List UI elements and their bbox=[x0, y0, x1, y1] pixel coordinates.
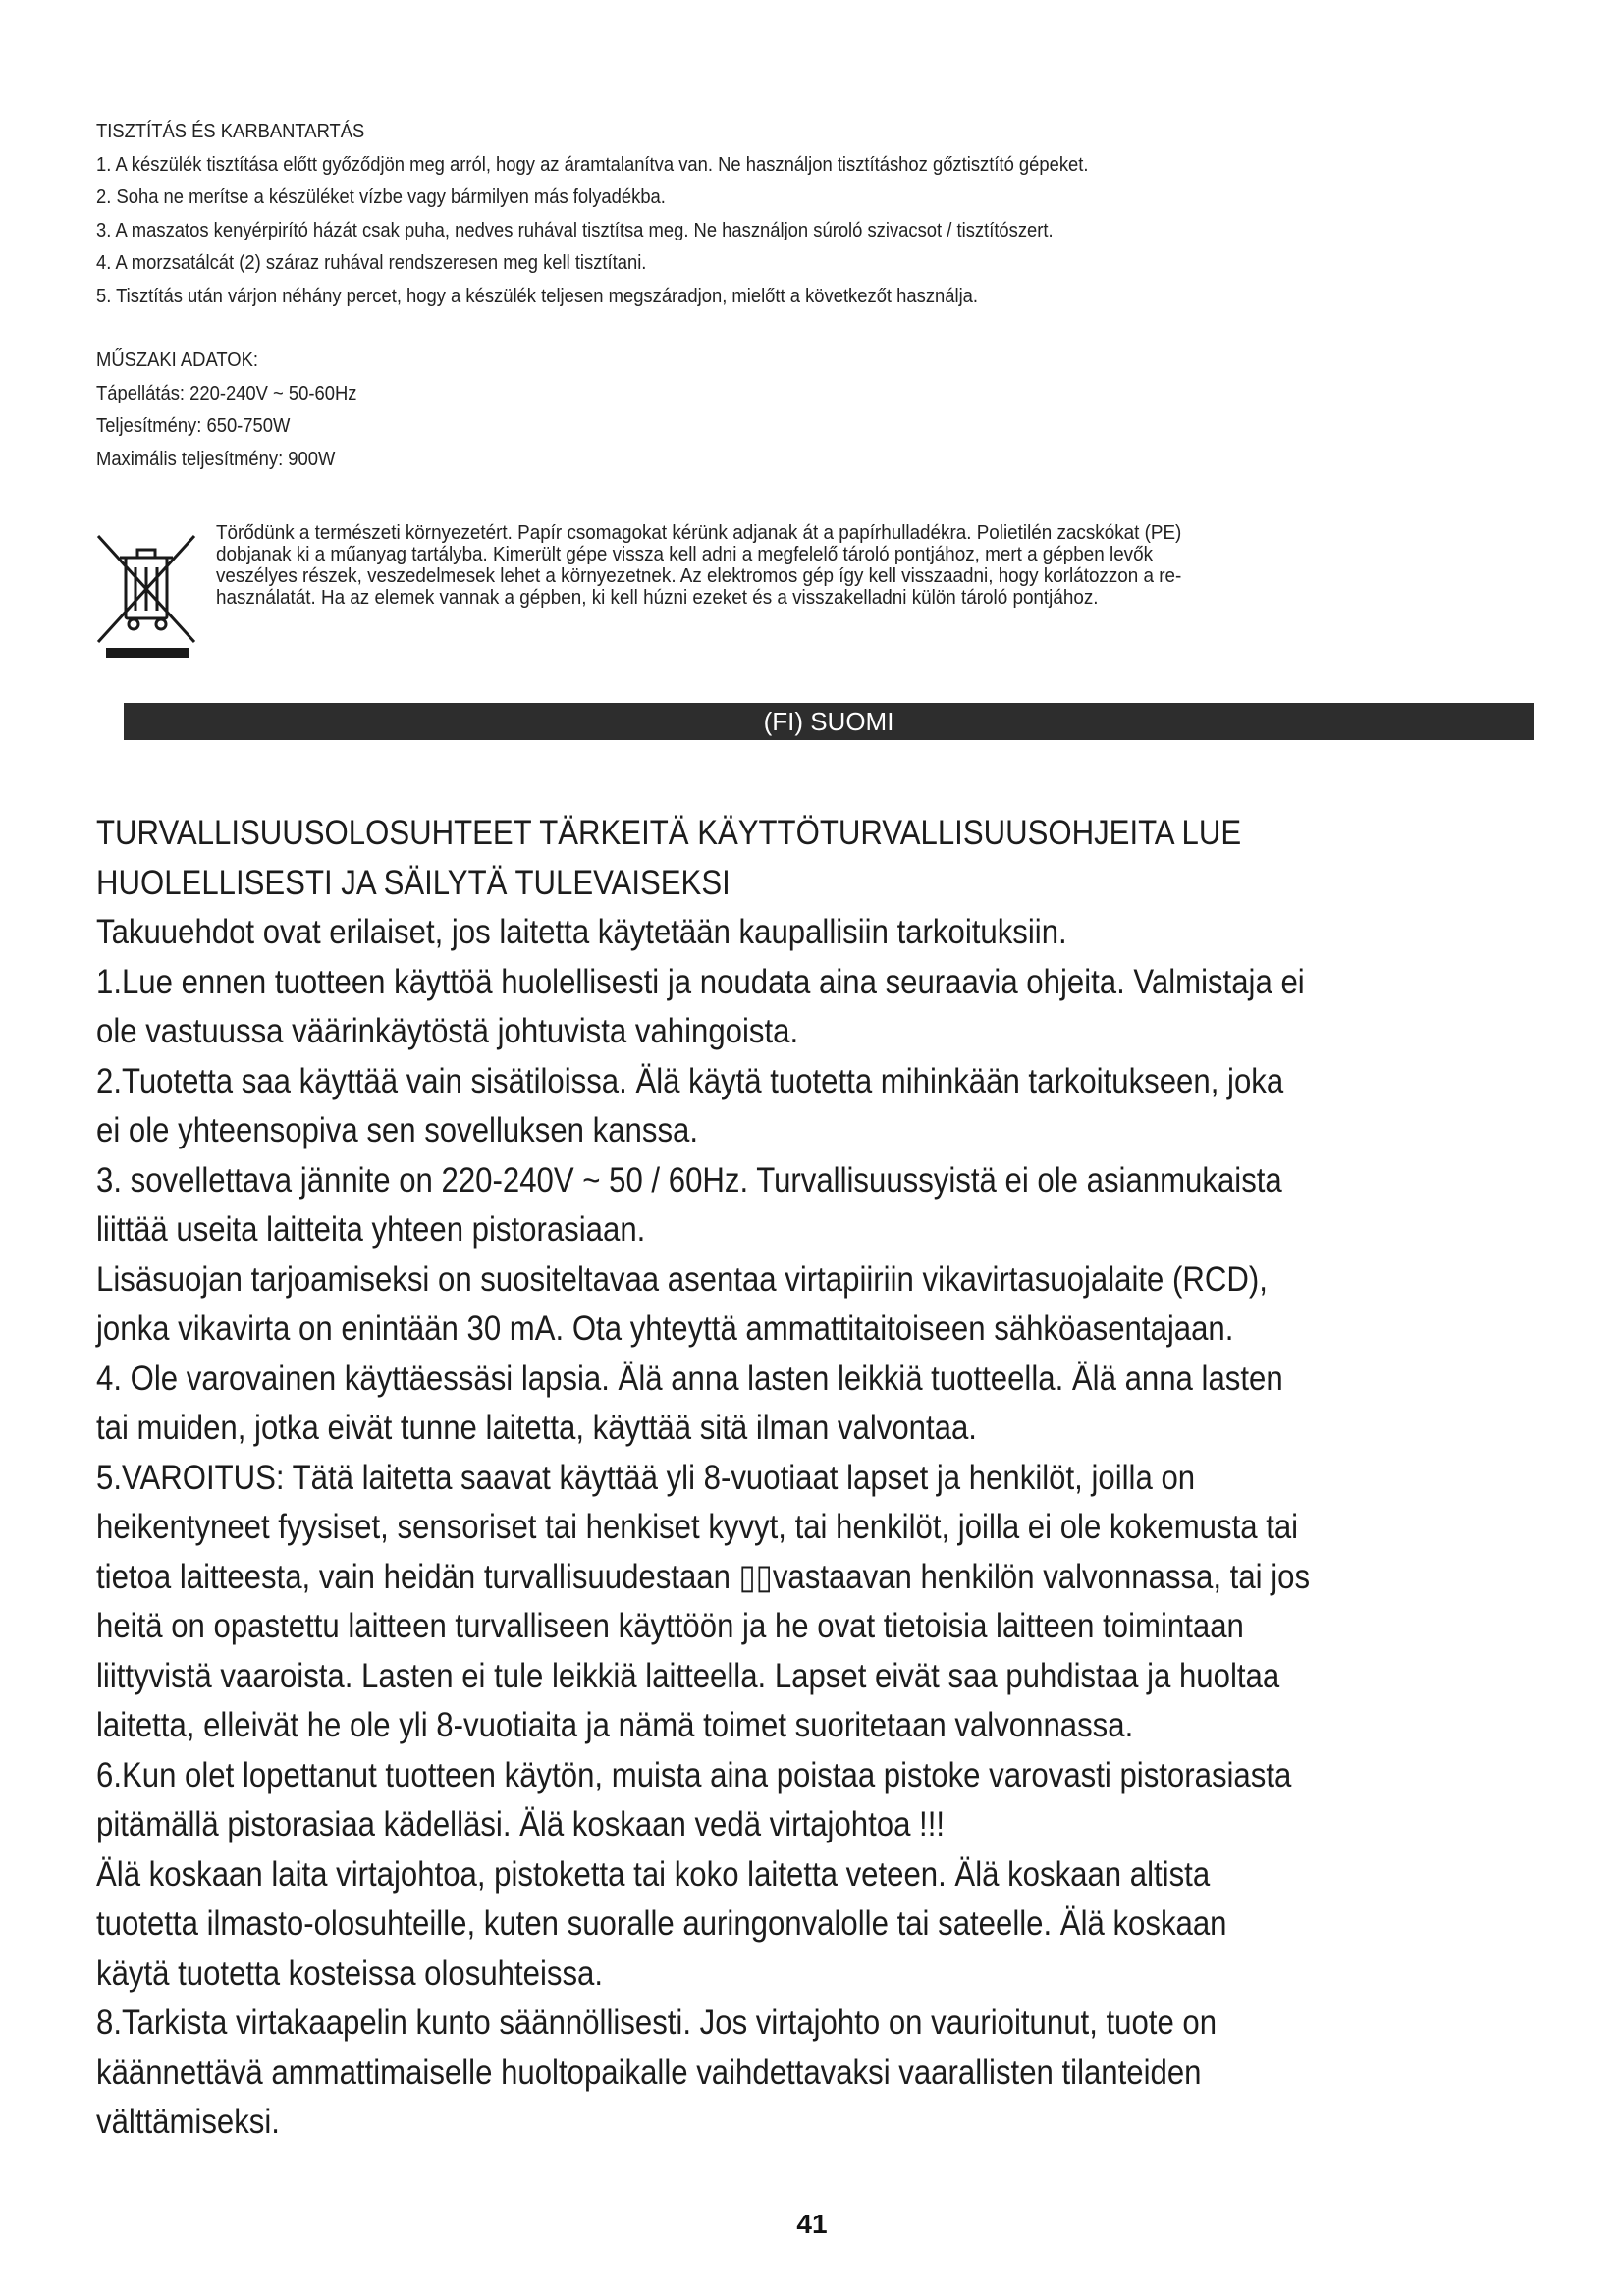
cleaning-title: TISZTÍTÁS ÉS KARBANTARTÁS bbox=[96, 121, 365, 142]
recycling-line: veszélyes részek, veszedelmesek lehet a környezetnek. Az elektromos gép így kell visszaadni, hogy korlátozzon a re- bbox=[216, 564, 1182, 587]
recycling-line: dobjanak ki a műanyag tartályba. Kimerült gépe vissza kell adni a megfelelő tároló pontjához, mert a gépben levők bbox=[216, 543, 1154, 565]
cleaning-item: 3. A maszatos kenyérpirító házát csak puha, nedves ruhával tisztítsa meg. Ne használjon súroló szivacsot / tisztítószert. bbox=[96, 219, 1054, 241]
recycling-notice bbox=[96, 522, 1530, 669]
crossed-out-wheelie-bin-icon bbox=[96, 532, 198, 660]
safety-text-line: liittää useita laitteita yhteen pistorasiaan. bbox=[96, 1210, 646, 1249]
safety-text-line: käytä tuotetta kosteissa olosuhteissa. bbox=[96, 1953, 604, 1993]
language-section-header: (FI) SUOMI bbox=[124, 703, 1534, 740]
safety-text-line: jonka vikavirta on enintään 30 mA. Ota yhteyttä ammattitaitoiseen sähköasentajaan. bbox=[96, 1309, 1234, 1348]
safety-heading: HUOLELLISESTI JA SÄILYTÄ TULEVAISEKSI bbox=[96, 863, 731, 902]
safety-text-line: 5.VAROITUS: Tätä laitetta saavat käyttää yli 8-vuotiaat lapset ja henkilöt, joilla on bbox=[96, 1458, 1196, 1497]
safety-text-line: ei ole yhteensopiva sen sovelluksen kanssa. bbox=[96, 1111, 699, 1149]
safety-text-line: 8.Tarkista virtakaapelin kunto säännöllisesti. Jos virtajohto on vaurioitunut, tuote on bbox=[96, 2003, 1218, 2042]
safety-text-line: Älä koskaan laita virtajohtoa, pistoketta tai koko laitetta veteen. Älä koskaan altista bbox=[96, 1854, 1211, 1894]
safety-text-line: tietoa laitteesta, vain heidän turvallisuudestaan ▯▯vastaavan henkilön valvonnassa, tai jos bbox=[96, 1557, 1311, 1596]
safety-text-line: 2.Tuotetta saa käyttää vain sisätiloissa. Älä käytä tuotetta mihinkään tarkoitukseen, joka bbox=[96, 1061, 1284, 1100]
safety-text-line: Takuuehdot ovat erilaiset, jos laitetta käytetään kaupallisiin tarkoituksiin. bbox=[96, 913, 1067, 951]
page-number: 41 bbox=[796, 2209, 828, 2239]
recycling-line: Törődünk a természeti környezetért. Papír csomagokat kérünk adjanak át a papírhulladékra. Polietilén zacskókat (PE) bbox=[216, 521, 1182, 544]
safety-text-line: käännettävä ammattimaiselle huoltopaikalle vaihdettavaksi vaarallisten tilanteiden bbox=[96, 2053, 1202, 2092]
safety-text-line: liittyvistä vaaroista. Lasten ei tule leikkiä laitteella. Lapset eivät saa puhdistaa ja huoltaa bbox=[96, 1656, 1280, 1695]
safety-text-line: tuotetta ilmasto-olosuhteille, kuten suoralle auringonvalolle tai sateelle. Älä koskaan bbox=[96, 1904, 1227, 1943]
cleaning-item: 4. A morzsatálcát (2) száraz ruhával rendszeresen meg kell tisztítani. bbox=[96, 252, 647, 274]
cleaning-item: 2. Soha ne merítse a készüléket vízbe vagy bármilyen más folyadékba. bbox=[96, 187, 666, 208]
finnish-section bbox=[96, 809, 1425, 2148]
spec-line: Tápellátás: 220-240V ~ 50-60Hz bbox=[96, 382, 357, 404]
safety-text-line: 1.Lue ennen tuotteen käyttöä huolellisesti ja noudata aina seuraavia ohjeita. Valmistaja ei bbox=[96, 962, 1305, 1001]
safety-text-line: pitämällä pistorasiaa kädelläsi. Älä koskaan vedä virtajohtoa !!! bbox=[96, 1805, 946, 1843]
safety-text-line: 6.Kun olet lopettanut tuotteen käytön, muista aina poistaa pistoke varovasti pistorasiasta bbox=[96, 1755, 1292, 1794]
cleaning-item: 5. Tisztítás után várjon néhány percet, hogy a készülék teljesen megszáradjon, mielőtt a következőt használja. bbox=[96, 285, 979, 307]
safety-text-line: 4. Ole varovainen käyttäessäsi lapsia. Älä anna lasten leikkiä tuotteella. Älä anna lasten bbox=[96, 1359, 1283, 1398]
safety-text-line: tai muiden, jotka eivät tunne laitetta, käyttää sitä ilman valvontaa. bbox=[96, 1409, 977, 1447]
recycling-line: használatát. Ha az elemek vannak a gépben, ki kell húzni ezeket és a visszakelladni külön tároló pontjához. bbox=[216, 586, 1099, 609]
spec-line: Teljesítmény: 650-750W bbox=[96, 415, 291, 437]
cleaning-item: 1. A készülék tisztítása előtt győződjön meg arról, hogy az áramtalanítva van. Ne használjon tisztításhoz gőztisztító gépeket. bbox=[96, 153, 1089, 176]
safety-text-line: välttämiseksi. bbox=[96, 2103, 280, 2141]
hungarian-section bbox=[96, 116, 1415, 476]
safety-text-line: heikentyneet fyysiset, sensoriset tai henkiset kyvyt, tai henkilöt, joilla ei ole kokemusta tai bbox=[96, 1508, 1299, 1546]
recycling-text bbox=[216, 522, 1526, 609]
safety-text-line: ole vastuussa väärinkäytöstä johtuvista vahingoista. bbox=[96, 1012, 799, 1050]
safety-text-line: heitä on opastettu laitteen turvalliseen käyttöön ja he ovat tietoisia laitteen toimintaan bbox=[96, 1607, 1244, 1645]
spec-line: Maximális teljesítmény: 900W bbox=[96, 448, 336, 470]
safety-text-line: laitetta, elleivät he ole yli 8-vuotiaita ja nämä toimet suoritetaan valvonnassa. bbox=[96, 1706, 1134, 1744]
specs-title: MŰSZAKI ADATOK: bbox=[96, 349, 258, 371]
safety-text-line: Lisäsuojan tarjoamiseksi on suositeltavaa asentaa virtapiiriin vikavirtasuojalaite (RCD), bbox=[96, 1259, 1268, 1299]
safety-heading: TURVALLISUUSOLOSUHTEET TÄRKEITÄ KÄYTTÖTURVALLISUUSOHJEITA LUE bbox=[96, 814, 1242, 852]
safety-text-line: 3. sovellettava jännite on 220-240V ~ 50 / 60Hz. Turvallisuussyistä ei ole asianmukaista bbox=[96, 1160, 1282, 1200]
